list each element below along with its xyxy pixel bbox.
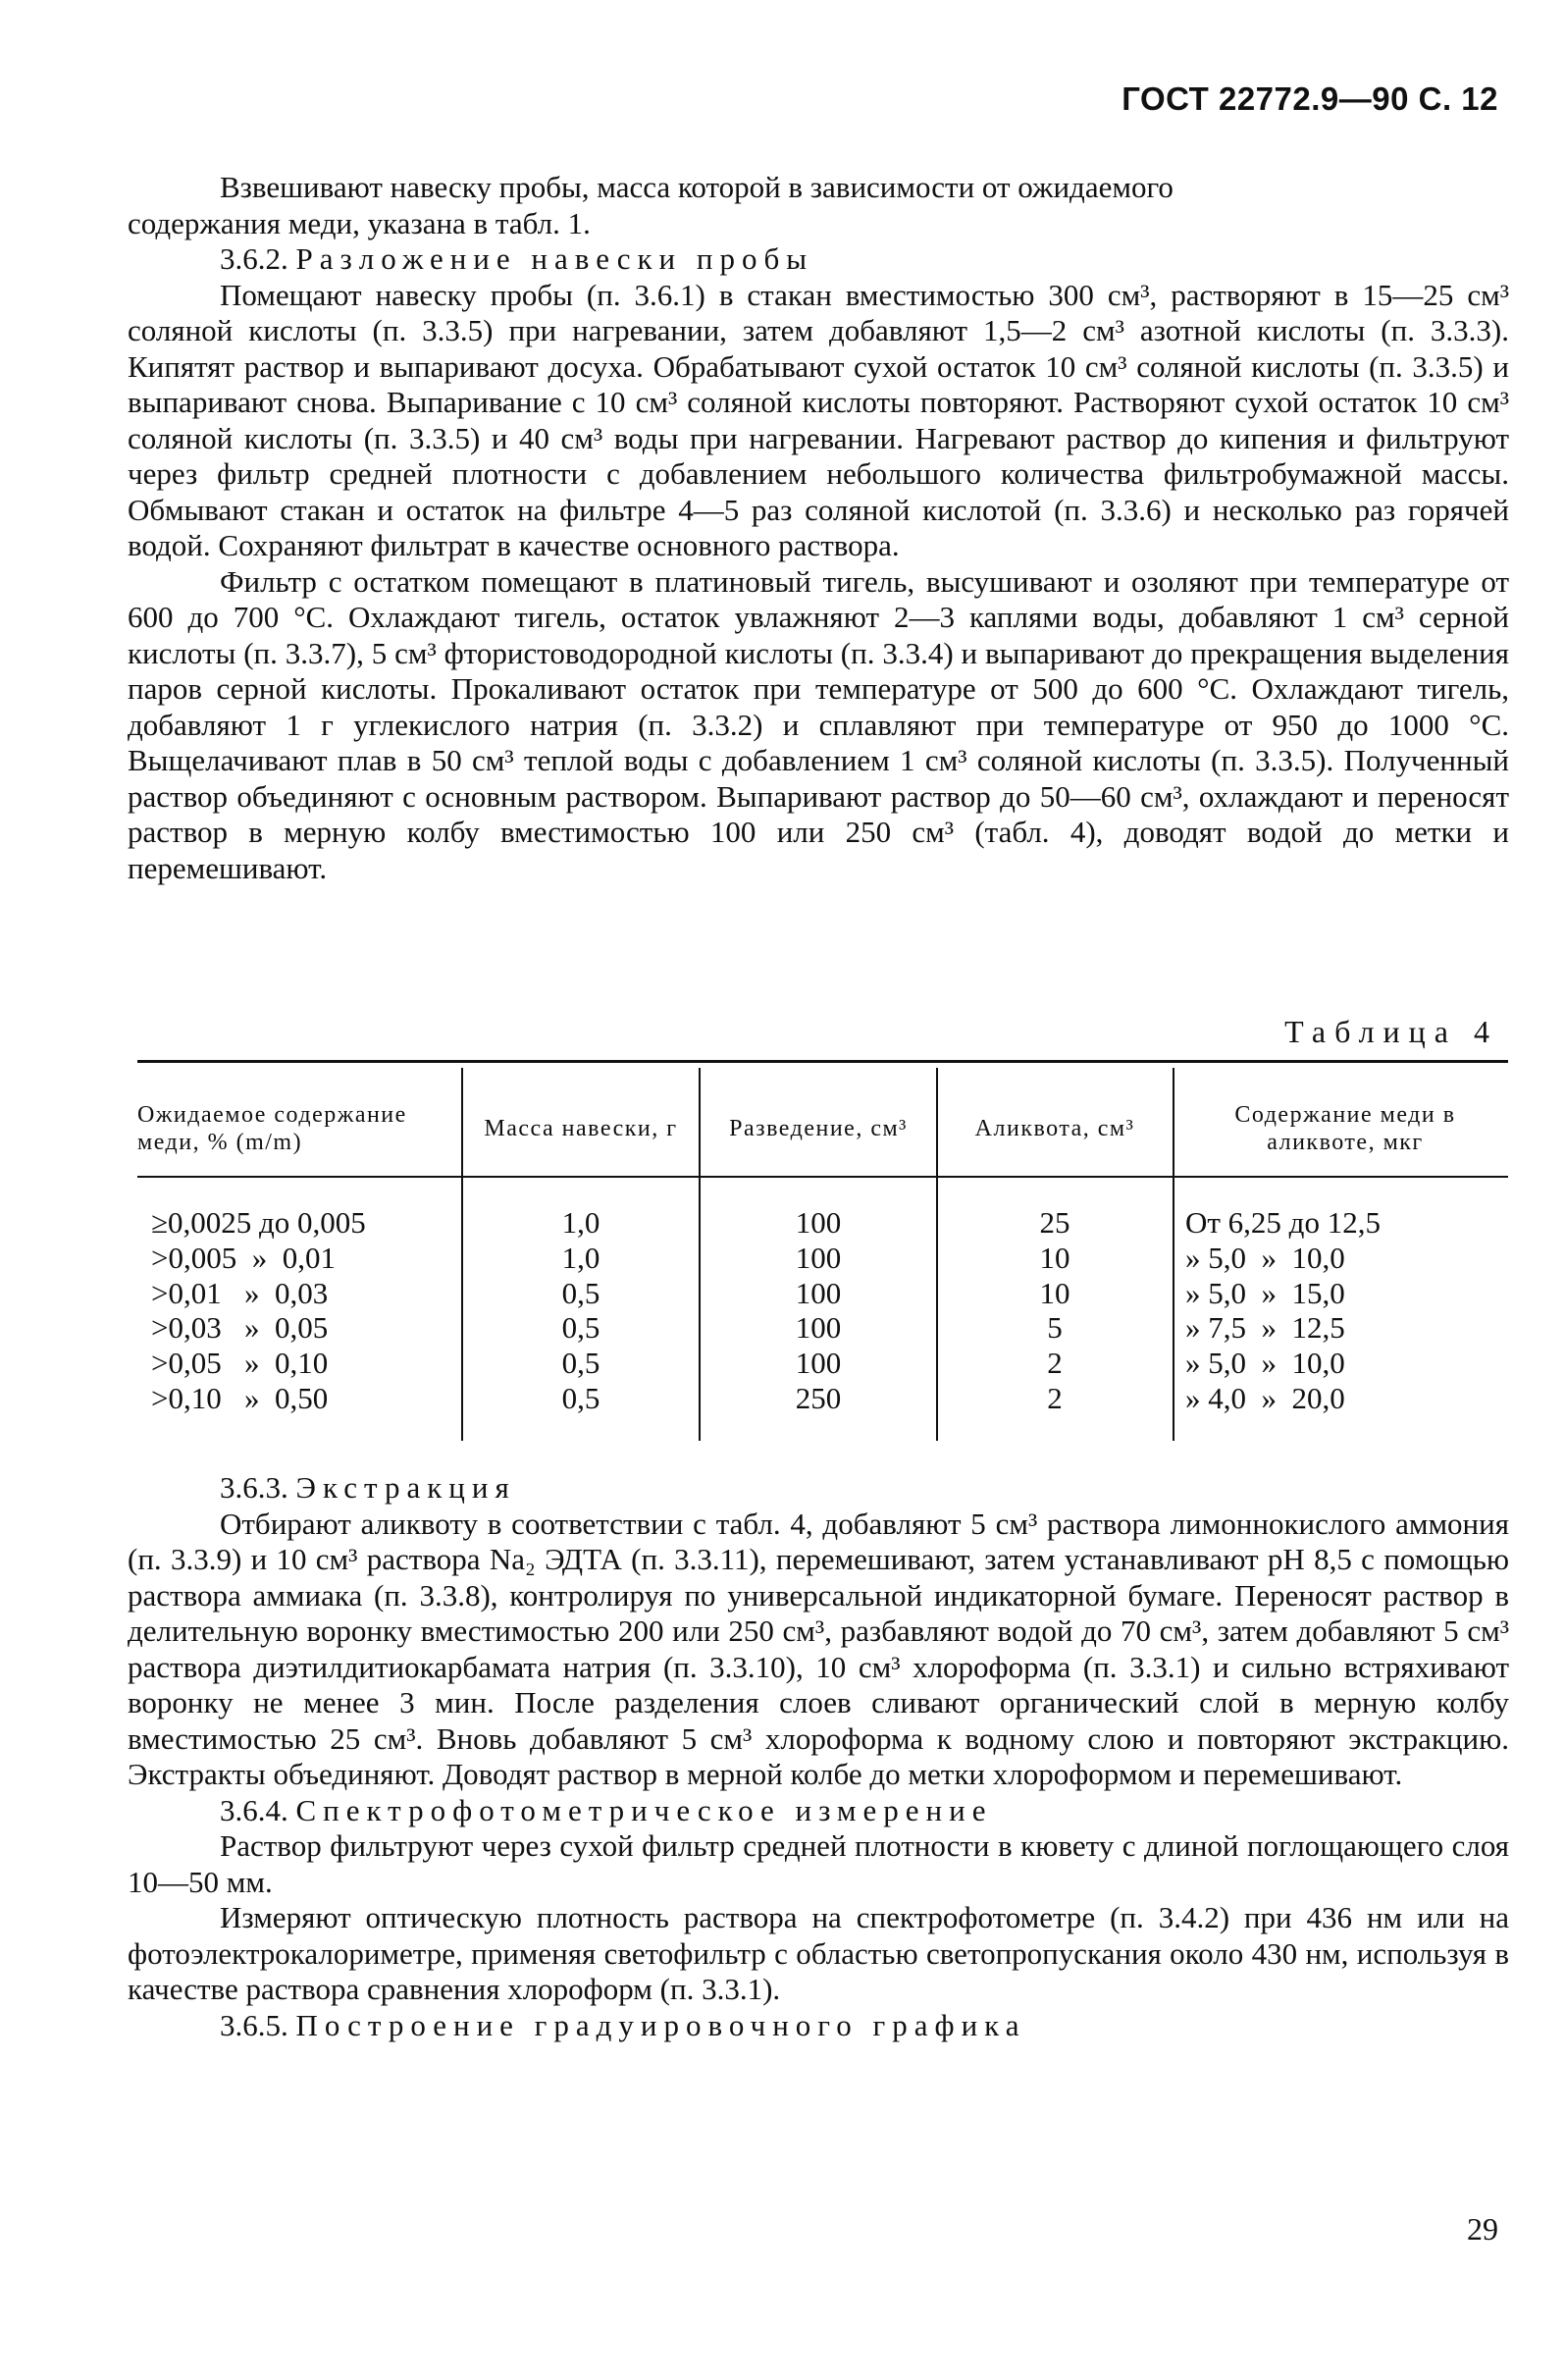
table-cell: 100 [795, 1310, 842, 1346]
lower-text-block [128, 1470, 1509, 2043]
table-cell: >0,005 » 0,01 [151, 1240, 336, 1275]
header-expected-content: Ожидаемое содержание меди, % (m/m) [137, 1102, 407, 1155]
header-dilution: Разведение, см³ [729, 1116, 908, 1141]
table-cell: 100 [795, 1240, 842, 1275]
paragraph-extraction: Отбирают аликвоту в соответствии с табл. 4, добавляют 5 см³ раствора лимоннокислого аммония (п. 3.3.9) и 10 см³ раствора Na₂ ЭДТА (п. 3.3.11), перемешивают, затем устанавливают pH 8,5 с помощью раствора аммиака (п. 3.3.8), контролируя по универсальной индикаторной бумаге. Переносят раствор в делительную воронку вместимостью 200 или 250 см³, разбавляют водой до 70 см³, затем добавляют 5 см³ раствора диэтилдитиокарбамата натрия (п. 3.3.10), 10 см³ хлороформа (п. 3.3.1) и сильно встряхивают воронку не менее 3 мин. После разделения слоев сливают органический слой в мерную колбу вместимостью 25 см³. Вновь добавляют 5 см³ хлороформа к водному слою и повторяют экстракцию. Экстракты объединяют. Доводят раствор в мерной колбе до метки хлороформом и перемешивают. [128, 1506, 1509, 1791]
table-cell: » 5,0 » 10,0 [1185, 1240, 1345, 1275]
header-sample-mass: Масса навески, г [484, 1116, 678, 1141]
paragraph-decomposition: Помещают навеску пробы (п. 3.6.1) в стакан вместимостью 300 см³, растворяют в 15—25 см³ соляной кислоты (п. 3.3.5) при нагревании, затем добавляют 1,5—2 см³ азотной кислоты (п. 3.3.3). Кипятят раствор и выпаривают досуха. Обрабатывают сухой остаток 10 см³ соляной кислоты (п. 3.3.5) и выпаривают снова. Выпаривание с 10 см³ соляной кислоты повторяют. Растворяют сухой остаток 10 см³ соляной кислоты (п. 3.3.5) и 40 см³ воды при нагревании. Нагревают раствор до кипения и фильтруют через фильтр средней плотности с добавлением небольшого количества фильтробумажной массы. Обмывают стакан и остаток на фильтре 4—5 раз соляной кислотой (п. 3.3.6) и несколько раз горячей водой. Сохраняют фильтрат в качестве основного раствора. [128, 277, 1509, 562]
table-divider [699, 1068, 701, 1441]
table-cell: 25 [1039, 1205, 1070, 1240]
section-title: Разложение навески пробы [295, 241, 814, 276]
table-cell: От 6,25 до 12,5 [1185, 1205, 1381, 1240]
table-divider [461, 1068, 463, 1441]
column-dilution [708, 1205, 928, 1416]
table-cell: >0,01 » 0,03 [151, 1275, 329, 1310]
column-aliquot [946, 1205, 1164, 1416]
column-copper-in-aliquot [1185, 1205, 1504, 1416]
table-cell: 10 [1039, 1240, 1070, 1275]
section-heading-3-6-4 [128, 1793, 1509, 1829]
table-4 [137, 1060, 1508, 1447]
table-cell: >0,05 » 0,10 [151, 1346, 329, 1381]
table-divider [936, 1068, 938, 1441]
paragraph-measurement: Измеряют оптическую плотность раствора на спектрофотометре (п. 3.4.2) при 436 нм или на фотоэлектрокалориметре, применяя светофильтр с областью светопропускания около 430 нм, используя в качестве раствора сравнения хлороформ (п. 3.3.1). [128, 1900, 1509, 2006]
table-cell: » 5,0 » 10,0 [1185, 1346, 1345, 1381]
upper-text-block [128, 170, 1509, 886]
section-number: 3.6.5. [220, 2007, 288, 2042]
table-cell: 0,5 [561, 1275, 600, 1310]
section-heading-3-6-5 [128, 2008, 1509, 2044]
section-title: Экстракция [295, 1470, 516, 1505]
section-title: Спектрофотометрическое измерение [295, 1792, 993, 1827]
page-header: ГОСТ 22772.9—90 С. 12 [1122, 80, 1498, 117]
page-number: 29 [1467, 2211, 1498, 2247]
section-title: Построение градуировочного графика [295, 2007, 1026, 2042]
section-heading-3-6-3 [128, 1470, 1509, 1507]
table-caption: Таблица 4 [1284, 1014, 1498, 1049]
table-cell: >0,10 » 0,50 [151, 1380, 329, 1415]
section-heading-3-6-2 [128, 241, 1509, 278]
column-expected-content [151, 1205, 455, 1416]
header-aliquot: Аликвота, см³ [974, 1116, 1135, 1141]
intro-line-2: содержания меди, указана в табл. 1. [128, 205, 591, 240]
table-cell: 0,5 [561, 1346, 600, 1381]
table-cell: 100 [795, 1205, 842, 1240]
table-cell: ≥0,0025 до 0,005 [151, 1205, 366, 1240]
section-number: 3.6.3. [220, 1470, 288, 1505]
table-cell: >0,03 » 0,05 [151, 1310, 329, 1346]
table-cell: 1,0 [561, 1240, 600, 1275]
table-cell: 2 [1047, 1346, 1063, 1381]
table-cell: 2 [1047, 1380, 1063, 1415]
table-cell: 5 [1047, 1310, 1063, 1346]
table-cell: 0,5 [561, 1310, 600, 1346]
paragraph-filter-residue: Фильтр с остатком помещают в платиновый тигель, высушивают и озоляют при температуре от 600 до 700 °С. Охлаждают тигель, остаток увлажняют 2—3 каплями воды, добавляют 1 см³ серной кислоты (п. 3.3.7), 5 см³ фтористоводородной кислоты (п. 3.3.4) и выпаривают до прекращения выделения паров серной кислоты. Прокаливают остаток при температуре от 500 до 600 °С. Охлаждают тигель, добавляют 1 г углекислого натрия (п. 3.3.2) и сплавляют при температуре от 950 до 1000 °С. Выщелачивают плав в 50 см³ теплой воды с добавлением 1 см³ соляной кислоты (п. 3.3.5). Полученный раствор объединяют с основным раствором. Выпаривают раствор до 50—60 см³, охлаждают и переносят раствор в мерную колбу вместимостью 100 или 250 см³ (табл. 4), доводят водой до метки и перемешивают. [128, 563, 1509, 885]
table-cell: 250 [795, 1380, 842, 1415]
table-divider [1173, 1068, 1174, 1441]
section-number: 3.6.4. [220, 1792, 288, 1827]
intro-line-1: Взвешивают навеску пробы, масса которой в зависимости от ожидаемого [220, 170, 1174, 204]
column-sample-mass [471, 1205, 691, 1416]
table-cell: 100 [795, 1275, 842, 1310]
table-cell: 100 [795, 1346, 842, 1381]
table-header-rule [137, 1176, 1508, 1178]
header-copper-in-aliquot: Содержание меди в аликвоте, мкг [1234, 1102, 1456, 1155]
table-cell: 10 [1039, 1275, 1070, 1310]
table-cell: » 4,0 » 20,0 [1185, 1380, 1345, 1415]
table-cell: 0,5 [561, 1380, 600, 1415]
paragraph-filtering: Раствор фильтруют через сухой фильтр средней плотности в кювету с длиной поглощающего слоя 10—50 мм. [128, 1828, 1509, 1899]
table-cell: » 7,5 » 12,5 [1185, 1310, 1345, 1346]
table-cell: 1,0 [561, 1205, 600, 1240]
section-number: 3.6.2. [220, 241, 288, 276]
table-top-rule [137, 1060, 1508, 1063]
table-cell: » 5,0 » 15,0 [1185, 1275, 1345, 1310]
